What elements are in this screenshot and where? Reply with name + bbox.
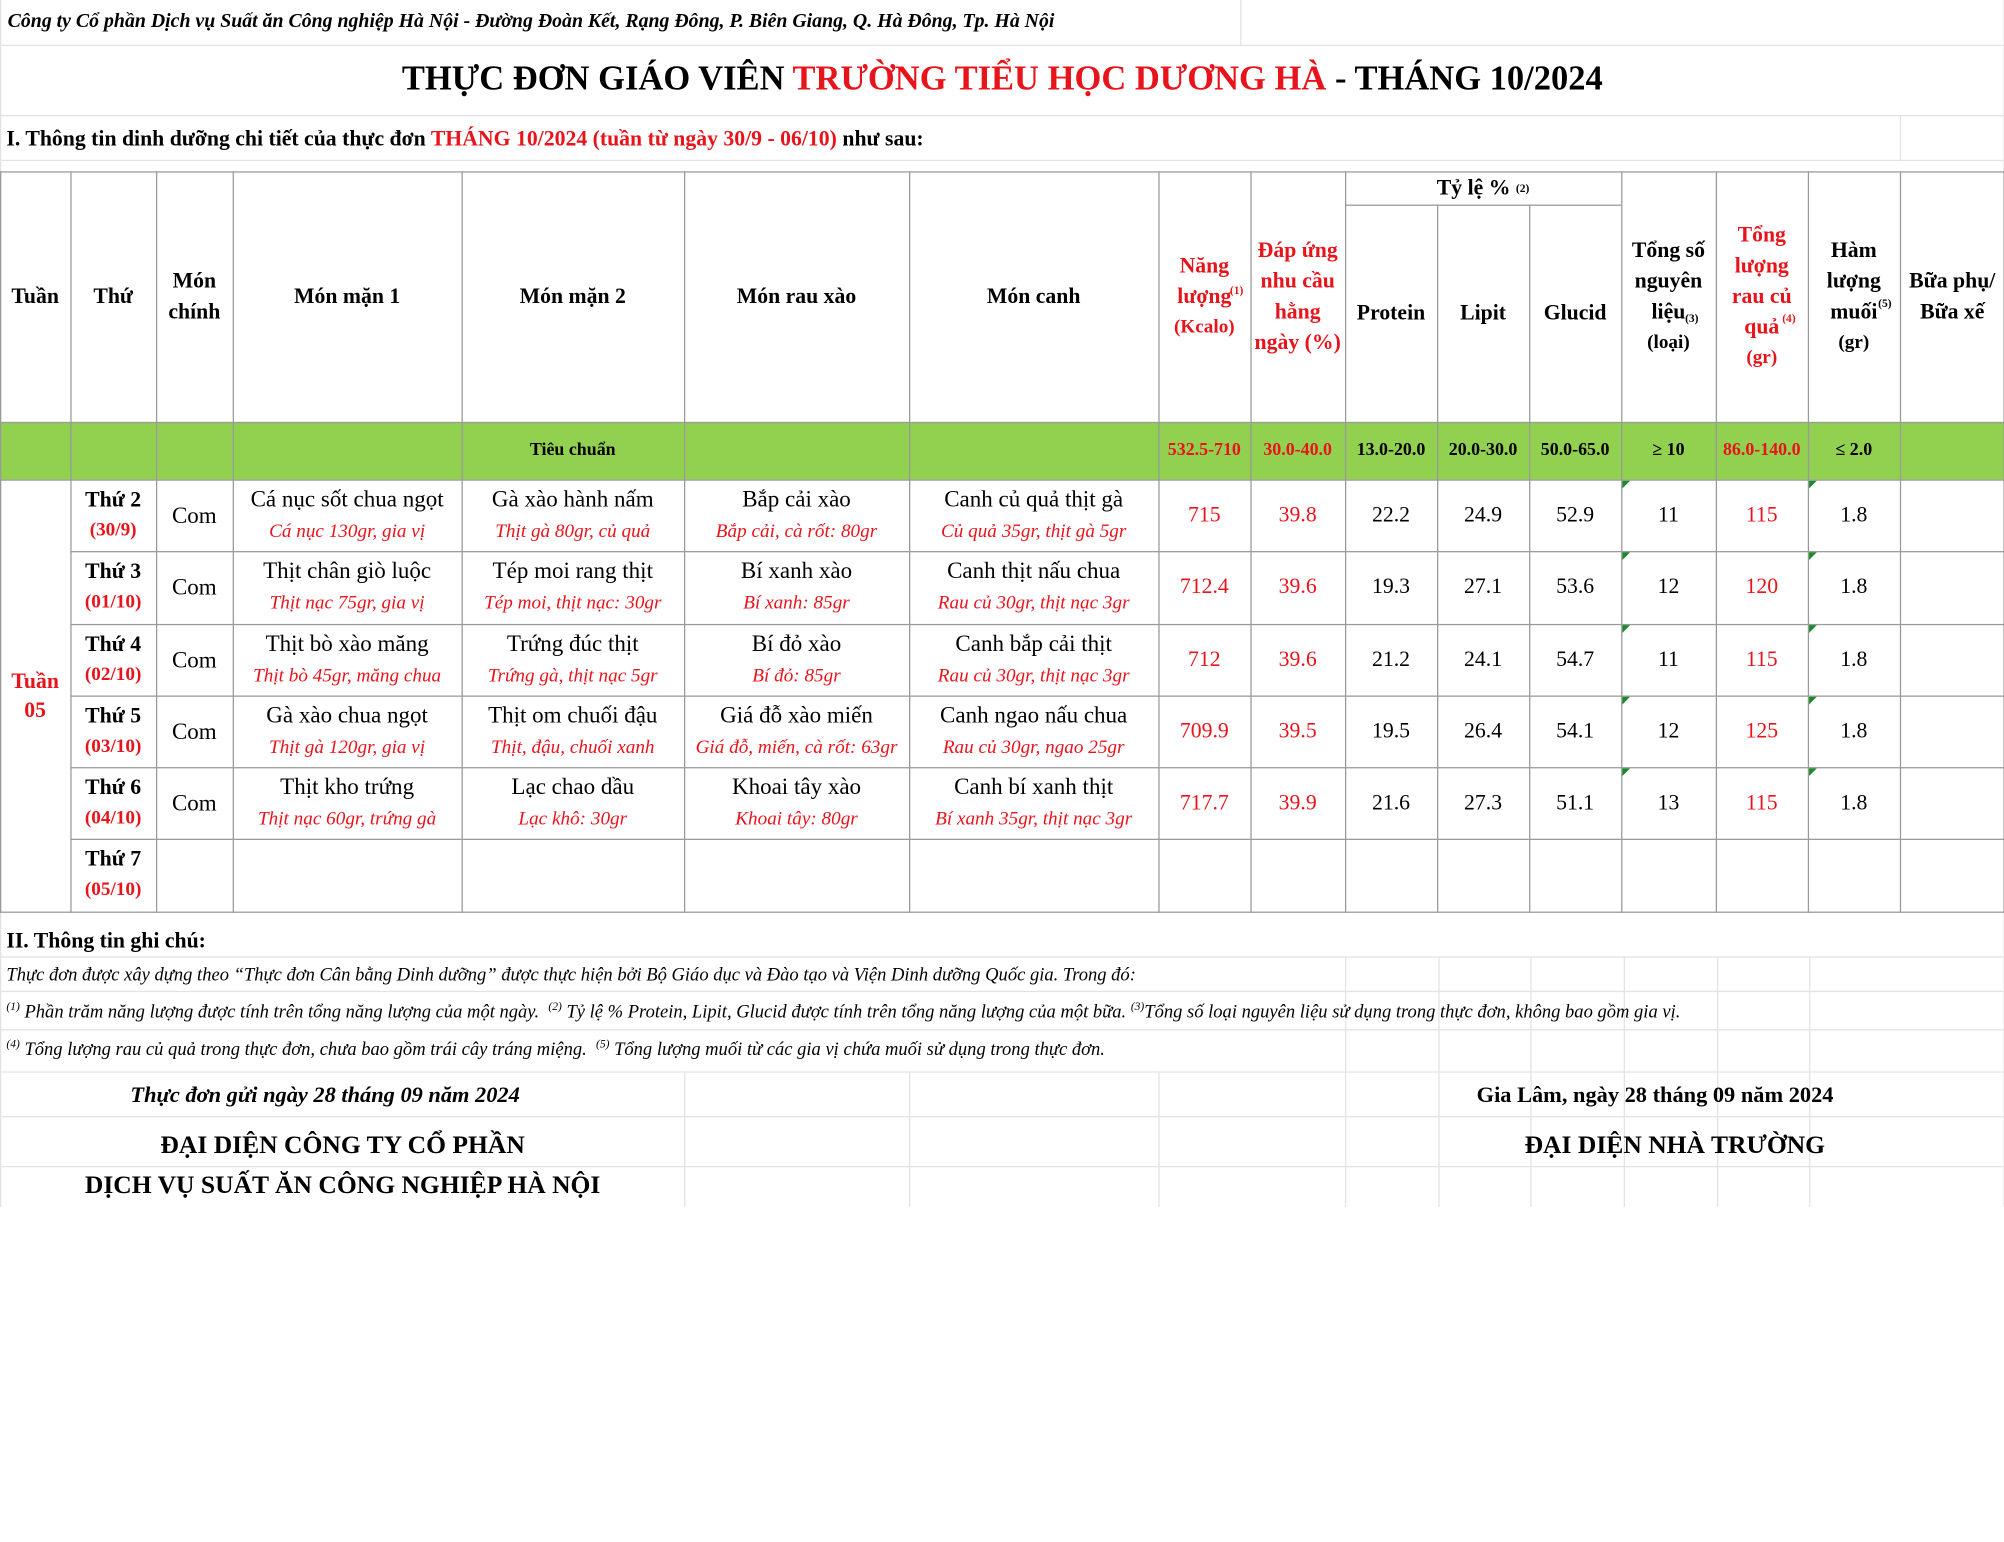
- standard-nang-luong: 532.5-710: [1167, 440, 1241, 460]
- cell-chinh: Com: [171, 573, 217, 599]
- dish-man2: [462, 624, 684, 696]
- right-signature: ĐẠI DIỆN NHÀ TRƯỜNG: [1524, 1131, 1826, 1160]
- comment-marker-icon: [1622, 768, 1630, 776]
- header-thu: Thứ: [93, 283, 133, 309]
- dish-ingredients: Củ quả 35gr, thịt gà 5gr: [940, 521, 1127, 543]
- cell-du: 39.6: [1278, 574, 1317, 599]
- day-name: Thứ 4: [85, 631, 142, 656]
- header-mon-rau-xao: Món rau xào: [736, 283, 857, 309]
- cell-m: 1.8: [1840, 574, 1868, 599]
- dish-ingredients: Thịt gà 80gr, củ quả: [495, 521, 651, 543]
- dish-ingredients: Trứng gà, thịt nạc 5gr: [487, 666, 658, 687]
- day-date: (05/10): [84, 879, 142, 901]
- comment-marker-icon: [1809, 625, 1817, 633]
- company-line: Công ty Cổ phần Dịch vụ Suất ăn Công nghiệp Hà Nội - Đường Đoàn Kết, Rạng Đông, P. Biên Giang, Q. Hà Đông, Tp. Hà Nội: [7, 10, 1055, 32]
- header-mon-chinh: Món chính: [168, 268, 221, 324]
- cell-ts: [1621, 839, 1716, 911]
- dish-ingredients: Khoai tây: 80gr: [735, 809, 858, 830]
- header-protein: Protein: [1356, 300, 1426, 325]
- dish-ingredients: Cá nục 130gr, gia vị: [269, 521, 426, 543]
- day-cell: [70, 696, 156, 768]
- cell-tl: 115: [1745, 646, 1778, 672]
- dish-man1: [233, 479, 462, 551]
- header-mon-canh: Món canh: [986, 283, 1081, 309]
- header-nang-luong: Năng lượng (1) (Kcalo): [1173, 253, 1244, 338]
- cell-tl: 120: [1745, 574, 1779, 599]
- cell-g: 54.1: [1556, 718, 1595, 743]
- cell-g: 51.1: [1556, 790, 1595, 815]
- cell-p: 21.2: [1371, 646, 1411, 672]
- dish-name: Thịt bò xào măng: [265, 630, 429, 656]
- title-part1: THỰC ĐƠN GIÁO VIÊN: [401, 58, 785, 98]
- comment-marker-icon: [1809, 697, 1817, 705]
- cell-m: 1.8: [1840, 646, 1868, 672]
- day-date: (04/10): [84, 808, 142, 829]
- cell-tl: [1716, 839, 1808, 911]
- dish-name: Bí đỏ xào: [751, 630, 842, 656]
- day-name: Thứ 6: [85, 774, 142, 800]
- dish-name: Canh thịt nấu chua: [947, 557, 1121, 583]
- dish-ingredients: Rau củ 30gr, thịt nạc 3gr: [937, 593, 1130, 614]
- dish-name: Cá nục sốt chua ngọt: [250, 485, 444, 512]
- cell-nl: 709.9: [1179, 718, 1229, 743]
- cell-l: 24.9: [1464, 502, 1503, 527]
- header-mon-man-1: Món mặn 1: [293, 283, 401, 309]
- dish-name: Canh bí xanh thịt: [954, 773, 1114, 800]
- cell-nl: [1158, 839, 1250, 911]
- dish-name: Gà xào chua ngọt: [266, 701, 428, 728]
- dish-name: Thịt kho trứng: [280, 773, 415, 800]
- header-tong-luong: Tổng lượng rau củ quả (4) (gr): [1731, 222, 1796, 369]
- dish-man2: [462, 839, 684, 911]
- comment-marker-icon: [1809, 768, 1817, 776]
- day-date: (30/9): [89, 520, 137, 541]
- dish-name: Canh củ quả thịt gà: [944, 485, 1124, 512]
- cell-chinh: Com: [171, 789, 217, 816]
- cell-m: [1808, 839, 1900, 911]
- cell-p: 22.2: [1371, 502, 1411, 527]
- dish-ingredients: Bí xanh: 85gr: [743, 593, 850, 614]
- dish-rau: [684, 839, 909, 911]
- cell-tl: 115: [1745, 502, 1778, 527]
- cell-g: 52.9: [1556, 502, 1595, 527]
- dish-ingredients: Bí xanh 35gr, thịt nạc 3gr: [935, 809, 1133, 830]
- cell-l: [1437, 839, 1529, 911]
- cell-du: 39.6: [1278, 646, 1317, 672]
- comment-marker-icon: [1809, 552, 1817, 560]
- cell-tl: 125: [1745, 718, 1779, 743]
- dish-canh: [909, 839, 1158, 911]
- standard-label: Tiêu chuẩn: [529, 440, 616, 460]
- header-glucid: Glucid: [1543, 300, 1607, 325]
- section-1-highlight: THÁNG 10/2024 (tuần từ ngày 30/9 - 06/10): [430, 126, 837, 151]
- dish-ingredients: Lạc khô: 30gr: [518, 809, 628, 830]
- dish-name: Thịt om chuối đậu: [488, 701, 658, 728]
- place-date: Gia Lâm, ngày 28 tháng 09 năm 2024: [1476, 1081, 1834, 1108]
- title-school: TRƯỜNG TIỂU HỌC DƯƠNG HÀ: [792, 58, 1327, 98]
- cell-l: 26.4: [1464, 718, 1503, 743]
- dish-man2: [462, 696, 684, 768]
- day-name: Thứ 5: [85, 703, 142, 728]
- comment-marker-icon: [1809, 481, 1817, 489]
- header-lipit: Lipit: [1460, 300, 1507, 325]
- dish-rau: [684, 696, 909, 768]
- day-date: (03/10): [84, 736, 142, 757]
- dish-canh: [909, 551, 1158, 623]
- cell-chinh: Com: [171, 646, 217, 672]
- dish-name: Tép moi rang thịt: [492, 557, 653, 583]
- cell-m: 1.8: [1840, 790, 1868, 815]
- cell-chinh: Com: [171, 501, 217, 528]
- dish-ingredients: Thịt nạc 75gr, gia vị: [269, 593, 425, 614]
- section-2-heading: II. Thông tin ghi chú:: [6, 928, 206, 953]
- dish-man2: [462, 479, 684, 551]
- cell-tl: 115: [1745, 790, 1778, 815]
- dish-name: Canh ngao nấu chua: [940, 701, 1128, 728]
- note-line-1: Thực đơn được xây dựng theo “Thực đơn Cân bằng Dinh dưỡng” được thực hiện bởi Bộ Giáo dục và Đào tạo và Viện Dinh dưỡng Quốc gia. Trong đó:: [6, 965, 1136, 986]
- dish-man1: [233, 767, 462, 839]
- dish-ingredients: Bắp cải, cà rốt: 80gr: [715, 521, 878, 543]
- dish-ingredients: Bí đỏ: 85gr: [752, 666, 841, 687]
- cell-g: 54.7: [1556, 646, 1595, 672]
- standard-tong-luong: 86.0-140.0: [1722, 440, 1801, 460]
- dish-canh: [909, 479, 1158, 551]
- dish-ingredients: Thịt, đậu, chuối xanh: [490, 737, 655, 759]
- standard-tong-so: ≥ 10: [1652, 440, 1685, 460]
- header-bua-phu: Bữa phụ/ Bữa xế: [1909, 268, 1996, 324]
- day-cell: [70, 551, 156, 623]
- dish-name: Thịt chân giò luộc: [263, 557, 432, 583]
- header-ham-luong: Hàm lượng muối (5) (gr): [1826, 237, 1892, 353]
- header-ty-le: Tỷ lệ % (2): [1436, 175, 1530, 200]
- page-title: [0, 59, 2004, 99]
- day-cell: [70, 624, 156, 696]
- dish-rau: [684, 479, 909, 551]
- dish-ingredients: Thịt bò 45gr, măng chua: [253, 666, 442, 687]
- dish-name: Lạc chao dầu: [511, 773, 635, 800]
- cell-p: 19.3: [1371, 574, 1411, 599]
- cell-m: 1.8: [1840, 502, 1868, 527]
- dish-ingredients: Rau củ 30gr, ngao 25gr: [942, 737, 1125, 759]
- dish-man2: [462, 551, 684, 623]
- cell-du: [1250, 839, 1345, 911]
- cell-nl: 712.4: [1179, 574, 1229, 599]
- cell-g: [1529, 839, 1621, 911]
- section-1-heading: [6, 127, 923, 153]
- day-cell: [70, 767, 156, 839]
- cell-l: 27.3: [1464, 790, 1503, 815]
- comment-marker-icon: [1622, 625, 1630, 633]
- day-name: Thứ 7: [85, 846, 142, 871]
- cell-nl: 712: [1188, 646, 1221, 672]
- cell-l: 24.1: [1464, 646, 1503, 672]
- cell-ts: 11: [1657, 502, 1679, 527]
- cell-ts: 11: [1657, 646, 1679, 672]
- section-1-suffix: như sau:: [842, 126, 924, 151]
- note-line-2: $^{(1)}$ Phần trăm năng lượng được tính trên tổng năng lượng của một ngày. $^{(2)}$ Tỷ lệ % Protein, Lipit, Glucid được tính trên tổng năng lượng của một bữa. $^{(3)}$Tổng số loại nguyên liệu sử dụng trong thực đơn, không bao gồm gia vị.: [6, 1000, 1681, 1023]
- standard-protein: 13.0-20.0: [1356, 440, 1426, 460]
- week-label: Tuần 05: [11, 668, 59, 723]
- cell-nl: 715: [1188, 502, 1221, 527]
- left-signature-line-2: DỊCH VỤ SUẤT ĂN CÔNG NGHIỆP HÀ NỘI: [84, 1171, 601, 1200]
- cell-du: 39.5: [1278, 718, 1317, 743]
- dish-ingredients: Thịt nạc 60gr, trứng gà: [257, 809, 437, 830]
- header-tuan: Tuần: [11, 283, 59, 309]
- comment-marker-icon: [1622, 481, 1630, 489]
- dish-ingredients: Rau củ 30gr, thịt nạc 3gr: [937, 666, 1130, 687]
- dish-man1: [233, 839, 462, 911]
- day-name: Thứ 2: [85, 487, 142, 512]
- cell-ts: 13: [1657, 790, 1680, 815]
- cell-p: 19.5: [1371, 718, 1411, 743]
- dish-name: Trứng đúc thịt: [506, 630, 639, 656]
- day-cell: [70, 839, 156, 911]
- standard-glucid: 50.0-65.0: [1540, 440, 1610, 460]
- cell-p: [1345, 839, 1437, 911]
- header-dap-ung: Đáp ứng nhu cầu hằng ngày (%): [1254, 237, 1341, 355]
- dish-name: Bí xanh xào: [740, 557, 853, 583]
- dish-canh: [909, 624, 1158, 696]
- header-tong-so: Tổng số nguyên liệu (3) (loại): [1631, 237, 1705, 353]
- comment-marker-icon: [1622, 552, 1630, 560]
- dish-canh: [909, 696, 1158, 768]
- dish-rau: [684, 551, 909, 623]
- left-signature-line-1: ĐẠI DIỆN CÔNG TY CỔ PHẦN: [160, 1131, 525, 1160]
- cell-ts: 12: [1657, 718, 1680, 743]
- dish-rau: [684, 767, 909, 839]
- dish-rau: [684, 624, 909, 696]
- dish-canh: [909, 767, 1158, 839]
- section-1-prefix: I. Thông tin dinh dưỡng chi tiết của thực đơn: [6, 126, 426, 151]
- cell-nl: 717.7: [1179, 790, 1229, 815]
- dish-man1: [233, 696, 462, 768]
- cell-l: 27.1: [1464, 574, 1503, 599]
- dish-name: Giá đỗ xào miến: [720, 701, 873, 728]
- standard-ham-luong: ≤ 2.0: [1835, 440, 1873, 460]
- dish-man2: [462, 767, 684, 839]
- cell-du: 39.8: [1278, 502, 1317, 527]
- dish-ingredients: Tép moi, thịt nạc: 30gr: [484, 593, 662, 614]
- standard-lipit: 20.0-30.0: [1448, 440, 1518, 460]
- dish-ingredients: Giá đỗ, miến, cà rốt: 63gr: [695, 737, 898, 759]
- standard-dap-ung: 30.0-40.0: [1263, 440, 1332, 460]
- day-cell: [70, 479, 156, 551]
- sent-date: Thực đơn gửi ngày 28 tháng 09 năm 2024: [130, 1081, 520, 1108]
- cell-p: 21.6: [1371, 790, 1411, 815]
- cell-chinh: Com: [171, 717, 217, 744]
- dish-ingredients: Thịt gà 120gr, gia vị: [269, 737, 426, 759]
- dish-man1: [233, 551, 462, 623]
- cell-du: 39.9: [1278, 790, 1317, 815]
- header-mon-man-2: Món mặn 2: [519, 283, 626, 309]
- cell-chinh: [156, 839, 233, 911]
- cell-g: 53.6: [1556, 574, 1595, 599]
- cell-ts: 12: [1657, 574, 1680, 599]
- dish-name: Bắp cải xào: [742, 485, 851, 512]
- day-date: (01/10): [84, 591, 142, 613]
- dish-name: Canh bắp cải thịt: [955, 630, 1112, 656]
- dish-man1: [233, 624, 462, 696]
- cell-m: 1.8: [1840, 718, 1868, 743]
- comment-marker-icon: [1622, 697, 1630, 705]
- day-name: Thứ 3: [85, 558, 142, 583]
- day-date: (02/10): [84, 664, 142, 686]
- note-line-3: $^{(4)}$ Tổng lượng rau củ quả trong thực đơn, chưa bao gồm trái cây tráng miệng. $^{(5)}$ Tổng lượng muối từ các gia vị chứa muối sử dụng trong thực đơn.: [6, 1037, 1105, 1060]
- dish-name: Gà xào hành nấm: [491, 485, 654, 512]
- title-part2: - THÁNG 10/2024: [1334, 58, 1603, 98]
- dish-name: Khoai tây xào: [731, 773, 862, 800]
